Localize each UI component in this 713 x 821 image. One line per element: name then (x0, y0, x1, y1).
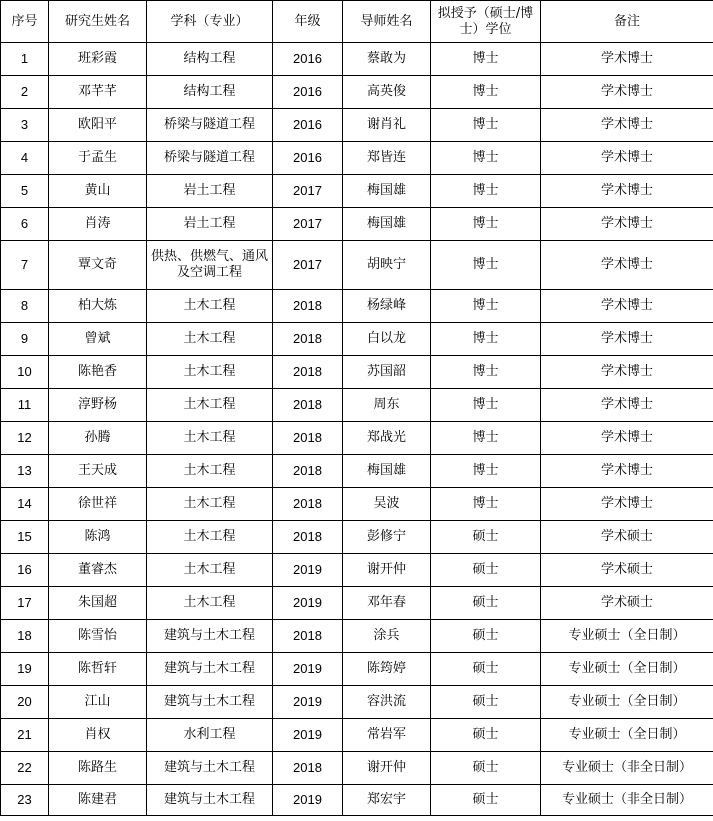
degree-cell: 博士 (431, 356, 541, 389)
grade-cell: 2019 (273, 686, 343, 719)
table-row (1, 587, 713, 620)
remarks-cell: 专业硕士（全日制） (541, 653, 713, 686)
grade-cell: 2019 (273, 587, 343, 620)
discipline-cell: 建筑与土木工程 (147, 686, 273, 719)
supervisor-cell: 谢开仲 (343, 752, 431, 785)
supervisor-cell: 郑宏宇 (343, 785, 431, 816)
discipline-cell: 土木工程 (147, 587, 273, 620)
header-cell-grade: 年级 (273, 1, 343, 43)
discipline-cell: 建筑与土木工程 (147, 620, 273, 653)
grade-cell: 2018 (273, 356, 343, 389)
grade-cell: 2018 (273, 455, 343, 488)
student-name-cell: 曾斌 (49, 323, 147, 356)
index-cell: 13 (1, 455, 49, 488)
supervisor-cell: 胡映宁 (343, 241, 431, 290)
student-name-cell: 邓芊芊 (49, 76, 147, 109)
index-cell: 23 (1, 785, 49, 816)
remarks-cell: 专业硕士（全日制） (541, 719, 713, 752)
index-cell: 1 (1, 43, 49, 76)
discipline-cell: 土木工程 (147, 488, 273, 521)
discipline-cell: 土木工程 (147, 521, 273, 554)
index-cell: 20 (1, 686, 49, 719)
supervisor-cell: 高英俊 (343, 76, 431, 109)
degree-cell: 博士 (431, 455, 541, 488)
header-cell-index: 序号 (1, 1, 49, 43)
degree-cell: 硕士 (431, 620, 541, 653)
degree-cell: 博士 (431, 290, 541, 323)
remarks-cell: 专业硕士（全日制） (541, 686, 713, 719)
remarks-cell: 专业硕士（全日制） (541, 620, 713, 653)
student-name-cell: 淳野杨 (49, 389, 147, 422)
discipline-cell: 建筑与土木工程 (147, 752, 273, 785)
grade-cell: 2016 (273, 142, 343, 175)
table-row (1, 175, 713, 208)
student-name-cell: 陈雪怡 (49, 620, 147, 653)
degree-cell: 硕士 (431, 521, 541, 554)
grade-cell: 2016 (273, 76, 343, 109)
table-row (1, 290, 713, 323)
degree-cell: 博士 (431, 208, 541, 241)
index-cell: 12 (1, 422, 49, 455)
header-cell-discipline: 学科（专业） (147, 1, 273, 43)
remarks-cell: 学术博士 (541, 389, 713, 422)
student-name-cell: 肖权 (49, 719, 147, 752)
remarks-cell: 学术博士 (541, 356, 713, 389)
index-cell: 18 (1, 620, 49, 653)
table-row (1, 752, 713, 785)
discipline-cell: 土木工程 (147, 554, 273, 587)
student-name-cell: 覃文奇 (49, 241, 147, 290)
grade-cell: 2018 (273, 752, 343, 785)
index-cell: 2 (1, 76, 49, 109)
remarks-cell: 专业硕士（非全日制） (541, 752, 713, 785)
grade-cell: 2018 (273, 290, 343, 323)
remarks-cell: 学术博士 (541, 208, 713, 241)
table-row (1, 653, 713, 686)
supervisor-cell: 谢肖礼 (343, 109, 431, 142)
discipline-cell: 土木工程 (147, 323, 273, 356)
student-name-cell: 于孟生 (49, 142, 147, 175)
student-name-cell: 肖涛 (49, 208, 147, 241)
discipline-cell: 水利工程 (147, 719, 273, 752)
remarks-cell: 学术博士 (541, 76, 713, 109)
table-body (1, 43, 713, 816)
index-cell: 9 (1, 323, 49, 356)
degree-cell: 博士 (431, 241, 541, 290)
table-row (1, 620, 713, 653)
discipline-cell: 土木工程 (147, 422, 273, 455)
index-cell: 22 (1, 752, 49, 785)
grade-cell: 2018 (273, 488, 343, 521)
degree-cell: 博士 (431, 43, 541, 76)
supervisor-cell: 杨绿峰 (343, 290, 431, 323)
remarks-cell: 学术博士 (541, 455, 713, 488)
grade-cell: 2018 (273, 389, 343, 422)
table-row (1, 142, 713, 175)
index-cell: 16 (1, 554, 49, 587)
supervisor-cell: 邓年春 (343, 587, 431, 620)
table-row (1, 356, 713, 389)
degree-cell: 硕士 (431, 686, 541, 719)
remarks-cell: 学术博士 (541, 488, 713, 521)
grade-cell: 2019 (273, 554, 343, 587)
supervisor-cell: 郑战光 (343, 422, 431, 455)
remarks-cell: 学术博士 (541, 43, 713, 76)
supervisor-cell: 吴波 (343, 488, 431, 521)
degree-cell: 博士 (431, 323, 541, 356)
remarks-cell: 学术博士 (541, 422, 713, 455)
header-cell-supervisor: 导师姓名 (343, 1, 431, 43)
discipline-cell: 结构工程 (147, 43, 273, 76)
grade-cell: 2018 (273, 422, 343, 455)
supervisor-cell: 白以龙 (343, 323, 431, 356)
degree-cell: 硕士 (431, 719, 541, 752)
supervisor-cell: 周东 (343, 389, 431, 422)
supervisor-cell: 苏国韶 (343, 356, 431, 389)
student-name-cell: 江山 (49, 686, 147, 719)
degree-cell: 硕士 (431, 785, 541, 816)
grade-cell: 2019 (273, 785, 343, 816)
index-cell: 21 (1, 719, 49, 752)
degree-cell: 博士 (431, 422, 541, 455)
discipline-cell: 建筑与土木工程 (147, 785, 273, 816)
grade-cell: 2016 (273, 109, 343, 142)
discipline-cell: 岩土工程 (147, 175, 273, 208)
student-name-cell: 陈建君 (49, 785, 147, 816)
degree-cell: 博士 (431, 142, 541, 175)
remarks-cell: 学术硕士 (541, 554, 713, 587)
student-name-cell: 柏大炼 (49, 290, 147, 323)
table-row (1, 488, 713, 521)
table-row (1, 521, 713, 554)
student-name-cell: 陈鸿 (49, 521, 147, 554)
student-name-cell: 陈哲轩 (49, 653, 147, 686)
grade-cell: 2018 (273, 323, 343, 356)
remarks-cell: 学术博士 (541, 323, 713, 356)
index-cell: 14 (1, 488, 49, 521)
table-row (1, 323, 713, 356)
index-cell: 10 (1, 356, 49, 389)
supervisor-cell: 涂兵 (343, 620, 431, 653)
table-row (1, 785, 713, 816)
degree-cell: 硕士 (431, 653, 541, 686)
supervisor-cell: 梅国雄 (343, 455, 431, 488)
remarks-cell: 专业硕士（非全日制） (541, 785, 713, 816)
grade-cell: 2018 (273, 521, 343, 554)
supervisor-cell: 梅国雄 (343, 208, 431, 241)
index-cell: 7 (1, 241, 49, 290)
degree-cell: 博士 (431, 76, 541, 109)
grade-cell: 2016 (273, 43, 343, 76)
supervisor-cell: 彭修宁 (343, 521, 431, 554)
table-row (1, 76, 713, 109)
student-name-cell: 欧阳平 (49, 109, 147, 142)
grade-cell: 2017 (273, 208, 343, 241)
index-cell: 5 (1, 175, 49, 208)
table-row (1, 109, 713, 142)
student-name-cell: 陈路生 (49, 752, 147, 785)
student-name-cell: 董睿杰 (49, 554, 147, 587)
discipline-cell: 桥梁与隧道工程 (147, 109, 273, 142)
index-cell: 11 (1, 389, 49, 422)
discipline-cell: 土木工程 (147, 455, 273, 488)
remarks-cell: 学术博士 (541, 175, 713, 208)
degree-cell: 博士 (431, 175, 541, 208)
table-row (1, 422, 713, 455)
header-row (1, 1, 713, 43)
table-row (1, 43, 713, 76)
student-name-cell: 朱国超 (49, 587, 147, 620)
remarks-cell: 学术博士 (541, 109, 713, 142)
index-cell: 3 (1, 109, 49, 142)
grade-cell: 2019 (273, 719, 343, 752)
supervisor-cell: 郑皆连 (343, 142, 431, 175)
index-cell: 4 (1, 142, 49, 175)
student-name-cell: 班彩霞 (49, 43, 147, 76)
grade-cell: 2017 (273, 175, 343, 208)
grade-cell: 2018 (273, 620, 343, 653)
discipline-cell: 土木工程 (147, 290, 273, 323)
header-cell-remarks: 备注 (541, 1, 713, 43)
degree-cell: 硕士 (431, 554, 541, 587)
degree-cell: 硕士 (431, 752, 541, 785)
discipline-cell: 供热、供燃气、通风及空调工程 (147, 241, 273, 290)
discipline-cell: 建筑与土木工程 (147, 653, 273, 686)
student-name-cell: 黄山 (49, 175, 147, 208)
table-row (1, 719, 713, 752)
index-cell: 19 (1, 653, 49, 686)
remarks-cell: 学术博士 (541, 241, 713, 290)
remarks-cell: 学术博士 (541, 142, 713, 175)
remarks-cell: 学术硕士 (541, 587, 713, 620)
grade-cell: 2019 (273, 653, 343, 686)
degree-cell: 博士 (431, 488, 541, 521)
student-name-cell: 孙腾 (49, 422, 147, 455)
discipline-cell: 结构工程 (147, 76, 273, 109)
remarks-cell: 学术博士 (541, 290, 713, 323)
supervisor-cell: 陈筠婷 (343, 653, 431, 686)
index-cell: 15 (1, 521, 49, 554)
header-cell-degree: 拟授予（硕士/博士）学位 (431, 1, 541, 43)
index-cell: 17 (1, 587, 49, 620)
supervisor-cell: 常岩军 (343, 719, 431, 752)
degree-cell: 博士 (431, 109, 541, 142)
student-name-cell: 徐世祥 (49, 488, 147, 521)
index-cell: 6 (1, 208, 49, 241)
discipline-cell: 土木工程 (147, 356, 273, 389)
table-row (1, 389, 713, 422)
index-cell: 8 (1, 290, 49, 323)
header-cell-student-name: 研究生姓名 (49, 1, 147, 43)
supervisor-cell: 梅国雄 (343, 175, 431, 208)
degree-cell: 博士 (431, 389, 541, 422)
table-row (1, 208, 713, 241)
table-row (1, 455, 713, 488)
supervisor-cell: 蔡敢为 (343, 43, 431, 76)
table-row (1, 241, 713, 290)
grade-cell: 2017 (273, 241, 343, 290)
table-row (1, 686, 713, 719)
student-name-cell: 王天成 (49, 455, 147, 488)
table-row (1, 554, 713, 587)
discipline-cell: 岩土工程 (147, 208, 273, 241)
remarks-cell: 学术硕士 (541, 521, 713, 554)
supervisor-cell: 谢开仲 (343, 554, 431, 587)
discipline-cell: 土木工程 (147, 389, 273, 422)
supervisor-cell: 容洪流 (343, 686, 431, 719)
degree-cell: 硕士 (431, 587, 541, 620)
student-name-cell: 陈艳香 (49, 356, 147, 389)
discipline-cell: 桥梁与隧道工程 (147, 142, 273, 175)
